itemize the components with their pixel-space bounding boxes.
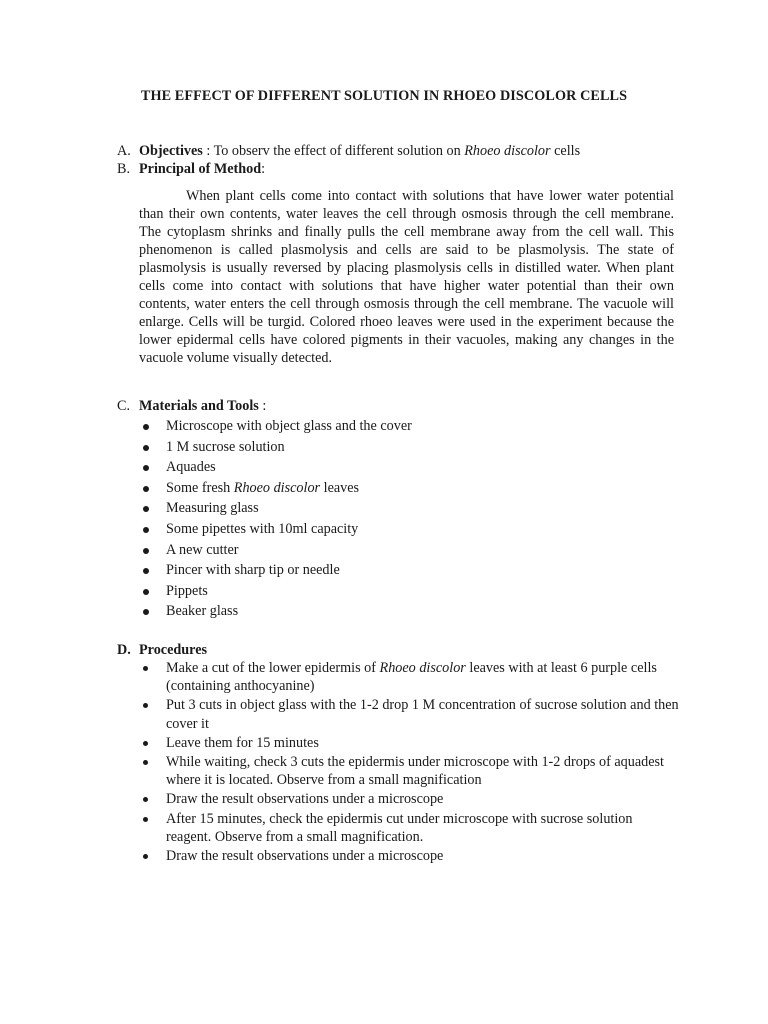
bullet-icon (143, 465, 149, 471)
list-item: While waiting, check 3 cuts the epidermis under microscope with 1-2 drops of aquadest where it is located. Observe from a small magnification (139, 753, 679, 789)
bullet-icon (143, 568, 149, 574)
objective-text-after: cells (550, 143, 581, 159)
list-item: Some pipettes with 10ml capacity (139, 519, 412, 540)
list-item: Draw the result observations under a microscope (139, 790, 679, 808)
bullet-icon (143, 817, 148, 822)
procedures-list (139, 659, 679, 866)
list-item: Pincer with sharp tip or needle (139, 560, 412, 581)
bullet-icon (143, 589, 149, 595)
objective-text-before: : To observ the effect of different solution on (202, 143, 465, 159)
bullet-icon (143, 548, 149, 554)
section-letter: C. (117, 398, 131, 414)
species-name: Rhoeo discolor (464, 143, 551, 159)
section-heading: Procedures (139, 642, 208, 658)
section-heading: Materials and Tools (139, 398, 259, 414)
list-item: Put 3 cuts in object glass with the 1-2 drop 1 M concentration of sucrose solution and then cover it (139, 696, 679, 732)
section-materials (117, 397, 678, 415)
bullet-icon (143, 797, 148, 802)
species-name: Rhoeo discolor (233, 479, 321, 496)
bullet-icon (143, 741, 148, 746)
section-heading: Objectives (139, 143, 203, 159)
bullet-icon (143, 527, 149, 533)
list-item: 1 M sucrose solution (139, 437, 412, 458)
section-procedures (117, 641, 678, 659)
section-letter: D. (117, 642, 131, 658)
bullet-icon (143, 703, 148, 708)
bullet-icon (143, 760, 148, 765)
bullet-icon (143, 854, 148, 859)
list-item: After 15 minutes, check the epidermis cut under microscope with sucrose solution reagent. Observe from a small magnification. (139, 810, 679, 846)
bullet-icon (143, 506, 149, 512)
bullet-icon (143, 486, 149, 492)
bullet-icon (143, 424, 149, 430)
section-principal (117, 160, 678, 178)
section-heading: Principal of Method (139, 161, 262, 177)
document-title: THE EFFECT OF DIFFERENT SOLUTION IN RHOEO DISCOLOR CELLS (140, 88, 628, 104)
paragraph-text: When plant cells come into contact with solutions that have lower water potential than their own contents, water leaves the cell through osmosis through the cell membrane. The cytoplasm shrinks and finally pulls the cell membrane away from the cell wall. This phenomenon is called plasmolysis and cells are said to be plasmolysis. The state of plasmolysis is usually reversed by placing plasmolysis cells in distilled water. When plant cells come into contact with solutions that have higher water potential than their own contents, water enters the cell through osmosis through the cell membrane. The vacuole will enlarge. Cells will be turgid. Colored rhoeo leaves were used in the experiment because the lower epidermal cells have colored pigments in their vacuoles, making any changes in the vacuole volume visually detected. (139, 188, 674, 366)
bullet-icon (143, 609, 149, 615)
section-letter: B. (117, 161, 131, 177)
list-item: Make a cut of the lower epidermis of Rhoeo discolor leaves with at least 6 purple cells (containing anthocyanine) (139, 659, 679, 695)
list-item: A new cutter (139, 540, 412, 561)
bullet-icon (143, 445, 149, 451)
list-item: Beaker glass (139, 601, 412, 622)
bullet-icon (143, 666, 148, 671)
materials-list (139, 416, 412, 622)
list-item: Draw the result observations under a microscope (139, 847, 679, 865)
list-item: Leave them for 15 minutes (139, 734, 679, 752)
list-item: Some fresh Rhoeo discolor leaves (139, 478, 412, 499)
list-item: Pippets (139, 581, 412, 602)
heading-suffix: : (261, 161, 266, 177)
section-objectives (117, 142, 678, 160)
list-item: Aquades (139, 457, 412, 478)
principal-paragraph (139, 187, 674, 367)
section-letter: A. (117, 143, 131, 159)
heading-suffix: : (258, 398, 267, 414)
species-name: Rhoeo discolor (379, 660, 466, 676)
list-item: Microscope with object glass and the cover (139, 416, 412, 437)
list-item: Measuring glass (139, 498, 412, 519)
